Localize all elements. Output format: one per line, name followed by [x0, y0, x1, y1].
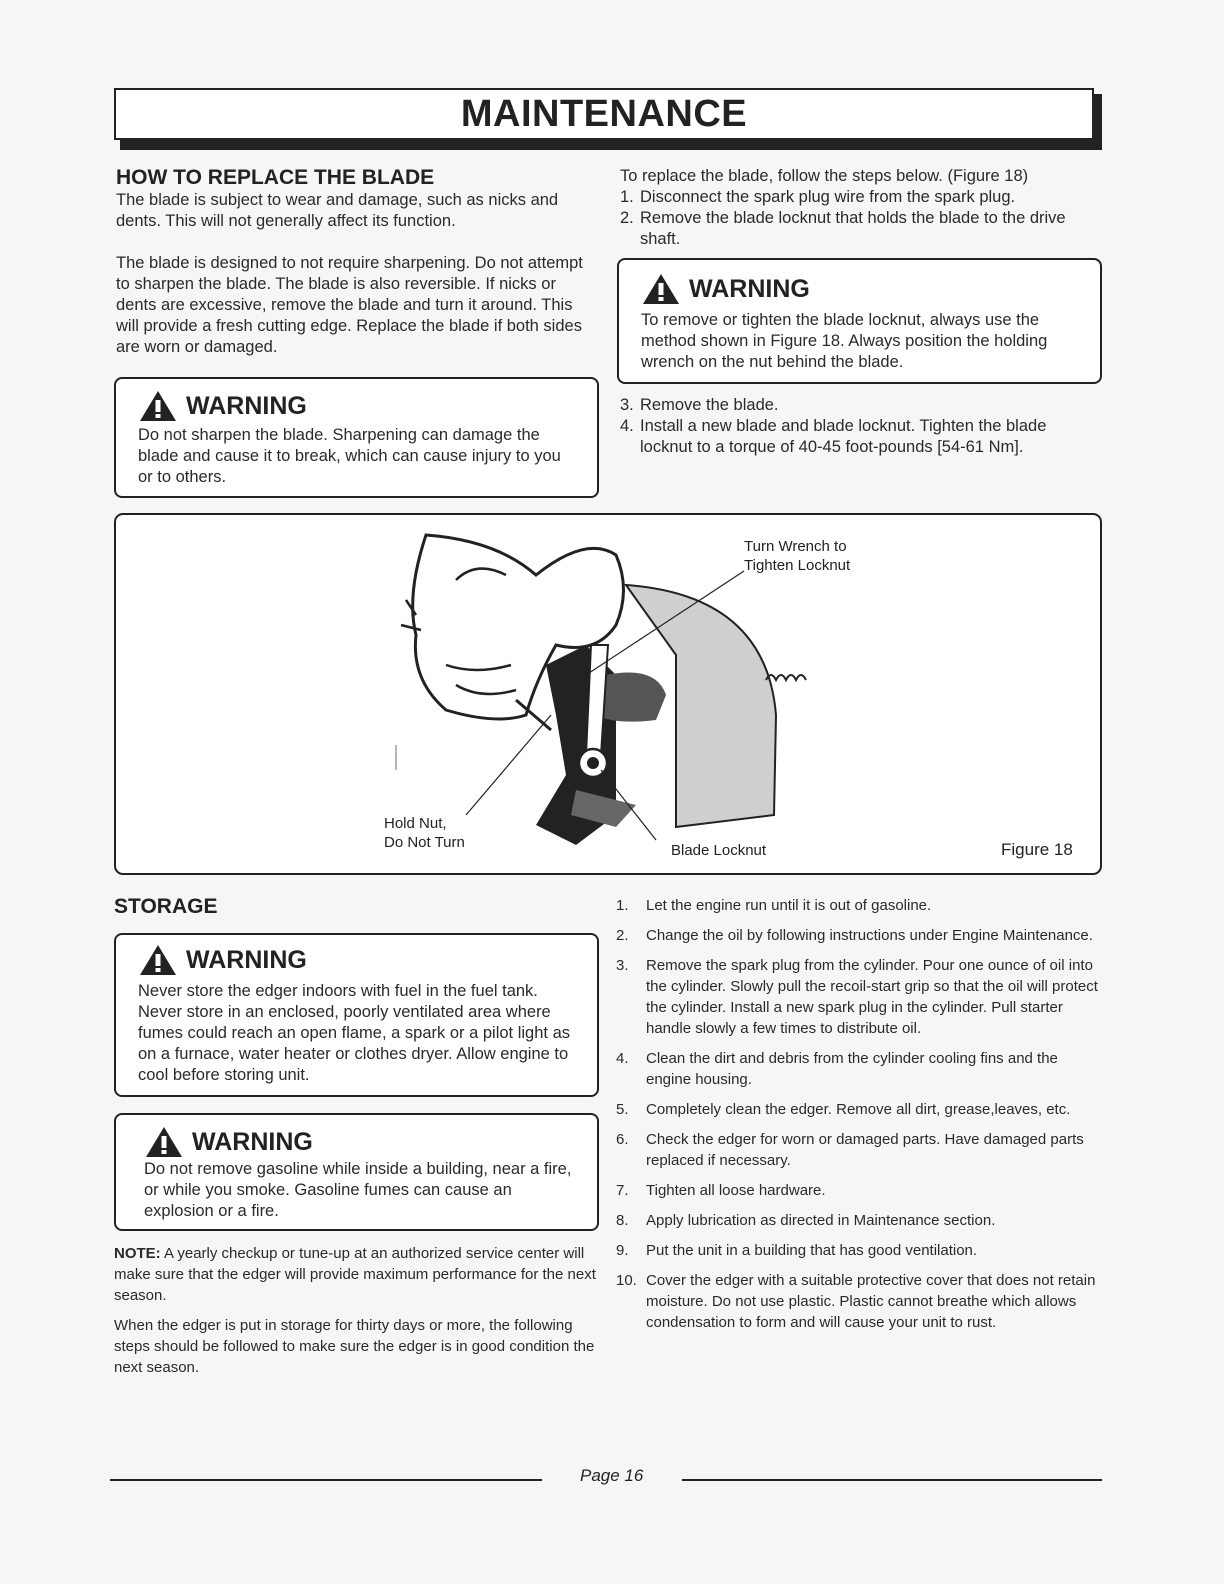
step-text: Change the oil by following instructions under Engine Maintenance. — [646, 927, 1093, 944]
step-text: Apply lubrication as directed in Maintenance section. — [646, 1212, 996, 1229]
step-text: Completely clean the edger. Remove all dirt, grease,leaves, etc. — [646, 1101, 1071, 1118]
list-item — [616, 1180, 1100, 1201]
note-label: NOTE: — [114, 1245, 161, 1262]
replace-blade-para1: The blade is subject to wear and damage, such as nicks and dents. This will not generally affect its function. — [116, 191, 559, 230]
step-number: 7. — [616, 1182, 629, 1199]
warning-header — [144, 1125, 579, 1159]
warning-title: WARNING — [192, 1127, 313, 1156]
warning-triangle-icon — [144, 1125, 184, 1159]
step-number: 2. — [616, 927, 629, 944]
step-number: 6. — [616, 1131, 629, 1148]
storage-para: When the edger is put in storage for thirty days or more, the following steps should be followed to make sure the edger is in good condition the next season. — [114, 1317, 595, 1376]
callout-line: Tighten Locknut — [744, 557, 851, 574]
list-item — [616, 925, 1100, 946]
list-item — [616, 1099, 1100, 1120]
warning-box-locknut — [617, 258, 1102, 384]
footer-rule-right — [682, 1479, 1102, 1481]
warning-title: WARNING — [186, 391, 307, 420]
callout-line: Do Not Turn — [384, 834, 465, 851]
step-text: Clean the dirt and debris from the cylinder cooling fins and the engine housing. — [646, 1050, 1058, 1088]
warning-text: Do not sharpen the blade. Sharpening can damage the blade and cause it to break, which can cause injury to you or to others. — [138, 426, 561, 486]
warning-header — [138, 943, 579, 977]
figure-caption: Figure 18 — [1001, 840, 1073, 859]
step-number: 1. — [616, 897, 629, 914]
step-number: 3. — [616, 957, 629, 974]
blade-replacement-illustration — [116, 515, 1099, 872]
step-number: 5. — [616, 1101, 629, 1118]
warning-header — [641, 272, 1082, 306]
warning-box-indoor-storage — [114, 933, 599, 1097]
replace-blade-section — [116, 166, 596, 358]
list-item — [616, 955, 1100, 1039]
figure-18-box — [114, 513, 1102, 875]
warning-triangle-icon — [138, 389, 178, 423]
footer-rule-left — [110, 1479, 542, 1481]
page-number: Page 16 — [580, 1466, 644, 1485]
step-text: Tighten all loose hardware. — [646, 1182, 826, 1199]
storage-heading-wrap — [114, 895, 217, 919]
header-box — [114, 88, 1094, 140]
step-text: Disconnect the spark plug wire from the spark plug. — [640, 188, 1016, 206]
replace-steps-b — [620, 395, 1098, 458]
warning-title: WARNING — [186, 945, 307, 974]
storage-heading: STORAGE — [114, 895, 218, 918]
replace-blade-heading: HOW TO REPLACE THE BLADE — [116, 166, 435, 189]
list-item — [620, 416, 1098, 458]
list-item — [616, 1240, 1100, 1261]
storage-steps — [616, 895, 1100, 1342]
step-number: 3. — [620, 396, 634, 414]
step-number: 4. — [616, 1050, 629, 1067]
step-text: Put the unit in a building that has good ventilation. — [646, 1242, 978, 1259]
list-item — [616, 1129, 1100, 1171]
list-item — [616, 1210, 1100, 1231]
replace-blade-para2: The blade is designed to not require sharpening. Do not attempt to sharpen the blade. The blade is also reversible. If nicks or dents are excessive, remove the blade and turn it around. This will provide a fresh cutting edge. Replace the blade if both sides are worn or damaged. — [116, 254, 583, 356]
step-text: Remove the blade locknut that holds the blade to the drive shaft. — [640, 209, 1066, 248]
warning-title: WARNING — [689, 274, 810, 303]
step-text: Check the edger for worn or damaged parts. Have damaged parts replaced if necessary. — [646, 1131, 1084, 1169]
warning-text: Never store the edger indoors with fuel in the fuel tank. Never store in an enclosed, poorly ventilated area where fumes could reach an open flame, a spark or a pilot light as on a furnace, water heater or clothes dryer. Allow engine to cool before storing unit. — [138, 982, 570, 1084]
step-text: Let the engine run until it is out of gasoline. — [646, 897, 932, 914]
replace-intro: To replace the blade, follow the steps below. (Figure 18) — [620, 167, 1029, 185]
step-text: Remove the spark plug from the cylinder. Pour one ounce of oil into the cylinder. Slowly pull the recoil-start grip so that the oil will protect the cylinder. Install a new spark plug in the cylinder. Pull starter handle slowly a few times to distribute oil. — [646, 957, 1098, 1037]
step-text: Cover the edger with a suitable protective cover that does not retain moisture. Do not use plastic. Plastic cannot breathe which allows condensation to form and will cause your unit to rust. — [646, 1272, 1096, 1331]
step-number: 1. — [620, 188, 634, 206]
step-number: 8. — [616, 1212, 629, 1229]
callout-turn-wrench — [744, 537, 850, 575]
step-text: Remove the blade. — [640, 396, 779, 414]
warning-text: Do not remove gasoline while inside a building, near a fire, or while you smoke. Gasoline fumes can cause an explosion or a fire. — [144, 1160, 572, 1220]
list-item — [620, 187, 1098, 208]
warning-box-gasoline — [114, 1113, 599, 1231]
storage-notes — [114, 1243, 598, 1378]
step-number: 9. — [616, 1242, 629, 1259]
replace-steps-list-b — [620, 395, 1098, 458]
callout-hold-nut — [384, 814, 465, 852]
note-text: A yearly checkup or tune-up at an authorized service center will make sure that the edger will provide maximum performance for the next season. — [114, 1245, 596, 1304]
page-title: MAINTENANCE — [460, 92, 748, 135]
list-item — [616, 1270, 1100, 1333]
list-item — [620, 208, 1098, 250]
warning-box-sharpen — [114, 377, 599, 498]
callout-line: Turn Wrench to — [744, 538, 847, 555]
list-item — [620, 395, 1098, 416]
step-text: Install a new blade and blade locknut. Tighten the blade locknut to a torque of 40-45 foot-pounds [54-61 Nm]. — [640, 417, 1047, 456]
warning-header — [138, 389, 579, 423]
warning-triangle-icon — [138, 943, 178, 977]
warning-triangle-icon — [641, 272, 681, 306]
replace-steps — [620, 166, 1098, 250]
list-item — [616, 895, 1100, 916]
page-header — [114, 88, 1102, 150]
warning-text: To remove or tighten the blade locknut, always use the method shown in Figure 18. Always position the holding wrench on the nut behind the blade. — [641, 311, 1048, 371]
step-number: 10. — [616, 1272, 637, 1289]
replace-steps-list-a — [620, 187, 1098, 250]
step-number: 2. — [620, 209, 634, 227]
callout-blade-locknut: Blade Locknut — [671, 842, 767, 859]
step-number: 4. — [620, 417, 634, 435]
storage-steps-list — [616, 895, 1100, 1333]
storage-note — [114, 1243, 598, 1306]
list-item — [616, 1048, 1100, 1090]
callout-line: Hold Nut, — [384, 815, 447, 832]
